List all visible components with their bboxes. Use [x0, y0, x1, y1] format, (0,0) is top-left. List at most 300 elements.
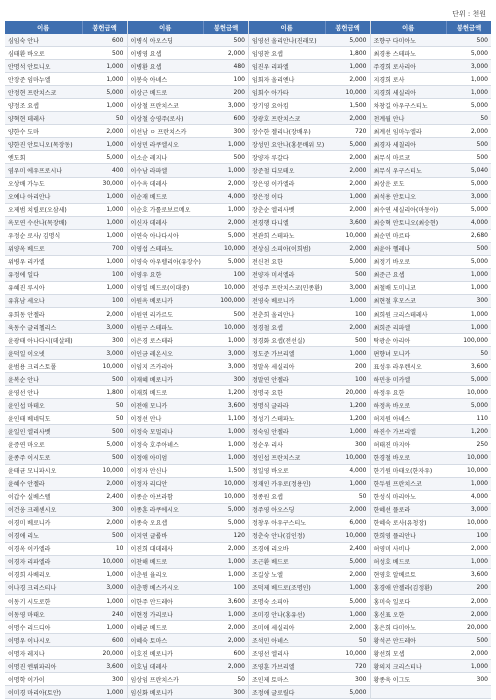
donor-name: 장은영 이카엘라 — [252, 181, 295, 189]
donation-amount: 500 — [476, 140, 488, 148]
table-row — [5, 517, 127, 530]
donor-name: 정주영 아오스딩 — [252, 507, 295, 515]
donor-name: 전경행 다니엘 — [252, 220, 289, 228]
donation-amount: 1,000 — [106, 571, 124, 579]
table-row — [371, 412, 492, 425]
donation-amount: 500 — [112, 427, 124, 435]
donation-amount: 3,600 — [227, 401, 245, 409]
donation-amount: 2,000 — [470, 597, 488, 605]
donation-amount: 2,000 — [227, 219, 245, 227]
table-row — [128, 99, 249, 112]
table-row — [371, 125, 492, 138]
table-row — [128, 243, 249, 256]
donation-amount: 2,000 — [349, 245, 367, 253]
donation-amount: 1,000 — [227, 140, 245, 148]
donation-amount: 1,000 — [349, 584, 367, 592]
table-row — [5, 478, 127, 491]
table-row — [128, 269, 249, 282]
donor-name: 허성호 베드로 — [373, 559, 411, 567]
donor-name: 조경애 리오바 — [252, 546, 289, 554]
table-row — [371, 269, 492, 282]
donation-amount: 1,000 — [106, 232, 124, 240]
donation-amount: 10,000 — [102, 558, 124, 566]
table-row — [249, 530, 370, 543]
donor-name: 최상운 로도 — [373, 181, 405, 189]
donor-name: 이갑수 실베스텔 — [8, 494, 51, 502]
donation-amount: 300 — [476, 297, 488, 305]
donation-amount: 2,000 — [349, 206, 367, 214]
donation-amount: 10,000 — [345, 532, 367, 540]
table-row — [128, 478, 249, 491]
table-row — [371, 438, 492, 451]
table-row — [249, 269, 370, 282]
donor-name: 조미경 안나(홍유선) — [252, 611, 305, 619]
donor-name: 전영주 프란치스코(민종환) — [252, 285, 323, 293]
donation-amount: 50 — [115, 414, 124, 422]
donor-name: 최준근 요셉 — [373, 272, 405, 280]
donation-amount: 500 — [233, 36, 245, 44]
donor-name: 이순호 가롤로보르메오 — [130, 207, 191, 215]
table-row — [5, 569, 127, 582]
table-row — [249, 360, 370, 373]
donor-name: 윤일인 엘리사벳 — [8, 428, 51, 436]
table-row — [249, 178, 370, 191]
donation-amount: 100 — [112, 271, 124, 279]
donation-amount: 50 — [115, 401, 124, 409]
table-row — [128, 647, 249, 660]
table-row — [128, 112, 249, 125]
donor-name: 이원구 스테파노 — [130, 324, 173, 332]
donor-name: 지경희 세실리아 — [373, 89, 416, 97]
table-row — [128, 530, 249, 543]
donation-amount: 300 — [233, 375, 245, 383]
donation-amount: 2,000 — [470, 545, 488, 553]
donor-name: 최계선 임마누엘라 — [373, 128, 422, 136]
donation-amount: 2,000 — [106, 310, 124, 318]
table-row — [371, 191, 492, 204]
table-row — [249, 204, 370, 217]
donation-amount: 5,000 — [470, 401, 488, 409]
donation-amount: 10,000 — [102, 467, 124, 475]
column-header — [5, 21, 127, 34]
donation-amount: 100,000 — [463, 336, 488, 344]
donation-amount: 3,000 — [227, 101, 245, 109]
table-row — [128, 60, 249, 73]
donor-name: 정경철 요셉 — [252, 324, 283, 332]
donor-name: 이경미 베로니카 — [8, 520, 51, 528]
donor-name: 이명수 리드디아 — [8, 624, 51, 632]
table-row — [371, 256, 492, 269]
donor-name: 최수연 세실리아(마동아) — [373, 207, 439, 215]
table-row — [249, 438, 370, 451]
donor-name: 이찬해 베드로 — [130, 559, 168, 567]
column-header — [249, 21, 370, 34]
table-row — [371, 647, 492, 660]
donation-amount: 2,000 — [470, 610, 488, 618]
donation-amount: 2,000 — [227, 623, 245, 631]
donation-amount: 3,000 — [470, 506, 488, 514]
table-row — [249, 60, 370, 73]
donation-amount: 5,000 — [470, 49, 488, 57]
table-row — [249, 295, 370, 308]
donation-amount: 2,000 — [349, 75, 367, 83]
table-row — [371, 399, 492, 412]
table-row — [371, 334, 492, 347]
table-row — [128, 517, 249, 530]
donation-amount: 100 — [476, 532, 488, 540]
table-row — [128, 543, 249, 556]
donation-amount: 1,000 — [106, 688, 124, 696]
donor-name: 윤혜수 안젤라 — [8, 481, 45, 489]
table-row — [249, 478, 370, 491]
donation-amount: 1,000 — [227, 206, 245, 214]
table-row — [5, 621, 127, 634]
table-row — [5, 452, 127, 465]
donor-name: 윤덕일 이오넷 — [8, 350, 45, 358]
table-row — [249, 686, 370, 699]
table-row — [5, 360, 127, 373]
donation-amount: 600 — [112, 36, 124, 44]
donor-name: 이영섭 스테파노 — [130, 246, 173, 254]
donation-amount: 500 — [355, 336, 367, 344]
donation-amount: 1,000 — [470, 75, 488, 83]
donation-amount: 600 — [112, 636, 124, 644]
table-row — [249, 321, 370, 334]
donor-name: 정말옥 세실리아 — [252, 363, 295, 371]
donor-name: 이병환 요셉 — [130, 63, 162, 71]
donor-name: 전영숙 베로니카 — [252, 298, 295, 306]
donation-amount: 1,000 — [106, 75, 124, 83]
donation-amount: 1,000 — [349, 193, 367, 201]
donor-name: 하정우 요한 — [373, 389, 405, 397]
table-row — [5, 112, 127, 125]
donor-name: 엔도회 — [8, 154, 26, 162]
donation-amount: 600 — [233, 114, 245, 122]
donor-name: 허태진 마지아 — [373, 441, 411, 449]
table-row — [249, 112, 370, 125]
donation-amount: 3,600 — [227, 597, 245, 605]
donation-amount: 4,000 — [227, 193, 245, 201]
donation-amount: 3,000 — [349, 284, 367, 292]
donor-name: 최승혁 안토니오(최승현) — [373, 220, 439, 228]
table-row — [371, 465, 492, 478]
donor-name: 정순우 리사 — [252, 441, 283, 449]
donor-name: 조덕제 베드로(조명인) — [252, 585, 311, 593]
donor-name: 이병식 아오스딩 — [130, 37, 173, 45]
donation-amount: 3,600 — [106, 662, 124, 670]
donor-name: 유휴남 세오나 — [8, 298, 45, 306]
donation-amount: 50 — [480, 349, 488, 357]
donation-amount: 5,000 — [349, 140, 367, 148]
table-row — [249, 386, 370, 399]
table-row — [249, 491, 370, 504]
donor-name: 이소순 레지나 — [130, 154, 168, 162]
table-row — [249, 399, 370, 412]
donation-amount: 300 — [233, 688, 245, 696]
table-row — [5, 191, 127, 204]
table-row — [249, 595, 370, 608]
table-row — [371, 138, 492, 151]
header-amount: 봉헌금액 — [325, 21, 370, 34]
donor-name: 조향구 다미아노 — [373, 37, 416, 45]
table-row — [5, 86, 127, 99]
table-row — [371, 204, 492, 217]
table-row — [371, 308, 492, 321]
donor-name: 심임숙 안나 — [8, 37, 39, 45]
table-row — [371, 295, 492, 308]
donation-amount: 4,000 — [470, 493, 488, 501]
donation-amount: 1,000 — [227, 440, 245, 448]
donation-amount: 2,000 — [106, 127, 124, 135]
table-row — [128, 334, 249, 347]
donor-name: 장수한 젤리나(장배우) — [252, 128, 311, 136]
donor-name: 장은정 이다 — [252, 194, 283, 202]
donor-name: 한혜숙 로사(유청장) — [373, 520, 427, 528]
table-row — [371, 686, 492, 699]
table-row — [371, 373, 492, 386]
table-row — [371, 99, 492, 112]
donation-amount: 10,000 — [224, 493, 245, 501]
donation-amount: 2,000 — [227, 662, 245, 670]
donor-name: 이원옥 베로니카 — [130, 298, 173, 306]
donor-name: 정명식 글라라 — [252, 402, 289, 410]
donation-amount: 1,000 — [106, 62, 124, 70]
table-row — [371, 425, 492, 438]
donation-amount: 5,000 — [227, 519, 245, 527]
donation-amount: 700 — [112, 245, 124, 253]
table-row — [371, 673, 492, 686]
header-name: 이름 — [37, 25, 50, 32]
donor-name: 정경화 요셉(전선실) — [252, 337, 305, 345]
donation-amount: 1,000 — [227, 571, 245, 579]
table-row — [249, 164, 370, 177]
header-name: 이름 — [280, 25, 293, 32]
donor-name: 정도준 가브리엘 — [252, 350, 295, 358]
table-row — [5, 556, 127, 569]
donation-amount: 1,000 — [349, 62, 367, 70]
donation-amount: 200 — [355, 362, 367, 370]
donor-name: 이경희 사베리오 — [8, 572, 51, 580]
donor-name: 이춘원 율리오 — [130, 572, 168, 580]
donor-name: 이호님 데레사 — [130, 663, 168, 671]
donor-name: 홍은희 다미아노 — [373, 624, 416, 632]
donation-amount: 1,000 — [106, 284, 124, 292]
donation-amount: 100 — [233, 584, 245, 592]
donation-amount: 1,000 — [106, 258, 124, 266]
donation-amount: 1,100 — [227, 414, 245, 422]
table-row — [128, 465, 249, 478]
table-row — [371, 595, 492, 608]
donor-name: 이한주 안드레아 — [130, 598, 173, 606]
donation-amount: 500 — [112, 454, 124, 462]
donor-name: 조근환 베드로 — [252, 559, 289, 567]
table-row — [128, 491, 249, 504]
donor-name: 이호진 베로니카 — [130, 650, 173, 658]
donor-name: 윤복순 안나 — [8, 376, 39, 384]
donation-amount: 1,200 — [349, 414, 367, 422]
donor-name: 하민웅 미카엘 — [373, 376, 411, 384]
donor-name: 이경자 리파엘라 — [8, 559, 51, 567]
donation-amount: 4,000 — [470, 219, 488, 227]
donation-amount: 1,000 — [349, 480, 367, 488]
donation-amount: 5,000 — [349, 688, 367, 696]
donor-name: 이신자 데레사 — [130, 220, 168, 228]
donor-name: 이영일 베드로(이대중) — [130, 285, 190, 293]
table-row — [5, 504, 127, 517]
donor-name: 임상임 프란치스카 — [130, 676, 179, 684]
donation-amount: 1,500 — [227, 467, 245, 475]
donation-amount: 1,000 — [106, 597, 124, 605]
table-row — [249, 452, 370, 465]
donor-name: 최현철 후모스코 — [373, 298, 416, 306]
donor-name: 이영우 요한 — [130, 272, 162, 280]
table-row — [249, 125, 370, 138]
donor-name: 안정현 프란치스코 — [8, 89, 57, 97]
donation-amount: 1,000 — [470, 284, 488, 292]
table-row — [371, 217, 492, 230]
donation-amount: 5,000 — [227, 232, 245, 240]
donation-amount: 500 — [476, 153, 488, 161]
table-row — [5, 308, 127, 321]
table-row — [5, 204, 127, 217]
donor-name: 양한수 도마 — [8, 128, 39, 136]
donor-name: 이정자 리디안 — [130, 481, 168, 489]
donation-amount: 5,040 — [470, 166, 488, 174]
donation-amount: 2,000 — [349, 114, 367, 122]
donor-name: 이동기 시도로한 — [8, 598, 51, 606]
table-row — [128, 34, 249, 47]
donor-name: 장양자 루갈다 — [252, 154, 289, 162]
donation-amount: 2,000 — [349, 180, 367, 188]
donor-name: 전관희 스테파노 — [252, 233, 295, 241]
table-row — [128, 582, 249, 595]
donation-amount: 2,000 — [349, 323, 367, 331]
table-row — [5, 282, 127, 295]
donor-name: 표성우 라우렌시오 — [373, 363, 422, 371]
donation-amount: 600 — [233, 649, 245, 657]
table-row — [5, 321, 127, 334]
donor-name: 정창우 아우구스티노 — [252, 520, 307, 528]
donor-name: 이종순 아브라함 — [130, 494, 173, 502]
donor-name: 한기원 마태오(한자우) — [373, 468, 433, 476]
donation-amount: 1,000 — [349, 610, 367, 618]
donation-amount: 2,400 — [349, 545, 367, 553]
table-row — [5, 686, 127, 699]
donor-name: 하진수 가브리엘 — [373, 428, 416, 436]
donation-amount: 1,200 — [349, 401, 367, 409]
table-row — [128, 608, 249, 621]
donor-name: 최순민 마르타 — [373, 233, 411, 241]
table-row — [5, 595, 127, 608]
table-row — [128, 412, 249, 425]
table-row — [5, 386, 127, 399]
table-row — [249, 151, 370, 164]
table-row — [5, 634, 127, 647]
donation-amount: 3,000 — [106, 323, 124, 331]
donor-name: 유혜진 루시아 — [8, 285, 45, 293]
table-row — [371, 347, 492, 360]
donor-name: 정말연 안젤라 — [252, 376, 289, 384]
donation-amount: 1,000 — [227, 427, 245, 435]
donor-name: 조영훈 가브리엘 — [252, 663, 295, 671]
donation-amount: 5,000 — [227, 506, 245, 514]
donor-name: 최경용 스테파노 — [373, 50, 416, 58]
donor-name: 정춘숙 안나(김인정) — [252, 533, 305, 541]
unit-label: 단위 : 천원 — [452, 10, 486, 18]
donation-amount: 1,000 — [470, 662, 488, 670]
donation-amount: 2,000 — [227, 180, 245, 188]
donation-amount: 500 — [233, 153, 245, 161]
table-row — [5, 47, 127, 60]
donor-name: 이정숙 모멀리나 — [130, 428, 173, 436]
table-row — [249, 634, 370, 647]
donation-amount: 1,000 — [106, 206, 124, 214]
table-row — [128, 204, 249, 217]
table-row — [371, 504, 492, 517]
table-row — [249, 334, 370, 347]
donation-amount: 2,000 — [227, 49, 245, 57]
table-row — [128, 138, 249, 151]
donor-name: 이나경 크리스티나 — [8, 585, 57, 593]
table-row — [249, 191, 370, 204]
donor-name: 이재혜 베로니카 — [130, 376, 173, 384]
table-row — [249, 673, 370, 686]
donation-amount: 2,000 — [349, 166, 367, 174]
donor-name: 최희원 크리스테레사 — [373, 311, 428, 319]
table-row — [249, 73, 370, 86]
donation-amount: 1,000 — [106, 140, 124, 148]
donor-name: 정인섭 프란치스코 — [252, 455, 301, 463]
donor-name: 주경희 로사리아 — [373, 63, 416, 71]
donation-amount: 10,000 — [102, 362, 124, 370]
donor-name: 장기영 요아킴 — [252, 102, 289, 110]
donation-amount: 2,000 — [349, 506, 367, 514]
table-row — [5, 138, 127, 151]
table-row — [128, 217, 249, 230]
donation-amount: 100 — [355, 375, 367, 383]
donation-amount: 120 — [233, 532, 245, 540]
donor-name: 편향녀 모니카 — [373, 350, 411, 358]
donor-name: 이영숙 아우렐리아(유장수) — [130, 259, 201, 267]
donor-name: 윤증연 마오로 — [8, 441, 45, 449]
table-row — [249, 217, 370, 230]
donor-name: 이임지 즈카리아 — [130, 363, 173, 371]
donation-amount: 3,000 — [227, 362, 245, 370]
donor-name: 이상근 베드로 — [130, 89, 168, 97]
donor-name: 장춘순 엘리사벳 — [252, 207, 295, 215]
table-row — [371, 569, 492, 582]
donor-name: 한두원 프란치스코 — [373, 481, 422, 489]
table-row — [371, 151, 492, 164]
table-row — [5, 60, 127, 73]
donation-amount: 1,000 — [470, 310, 488, 318]
donor-name: 이미경 마리아(토안) — [8, 689, 61, 697]
table-row — [249, 138, 370, 151]
table-row — [128, 686, 249, 699]
donation-amount: 10,000 — [467, 467, 488, 475]
donor-name: 임영찬 요셉 — [252, 50, 283, 58]
donor-name: 황의지 크리스티나 — [373, 663, 422, 671]
donor-name: 유정에 일다 — [8, 272, 39, 280]
donation-amount: 500 — [112, 532, 124, 540]
table-row — [128, 399, 249, 412]
donation-amount: 20,000 — [102, 649, 124, 657]
donation-amount: 3,000 — [106, 584, 124, 592]
donor-name: 정일영 바오로 — [252, 468, 289, 476]
donation-amount: 10,000 — [467, 519, 488, 527]
donor-name: 최윤아 헬레나 — [373, 246, 411, 254]
donation-amount: 20,000 — [467, 623, 488, 631]
